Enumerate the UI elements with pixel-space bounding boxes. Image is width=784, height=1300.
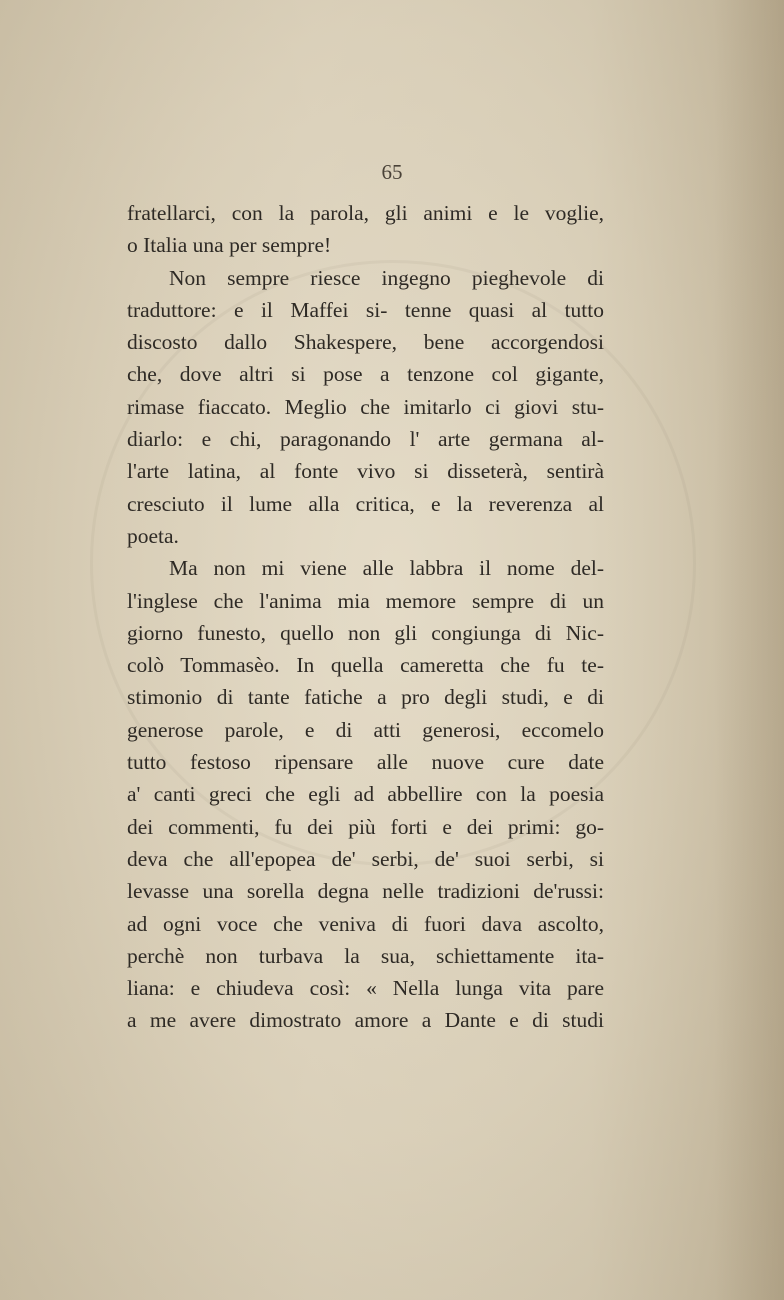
text-line: giorno funesto, quello non gli congiunga di Nic- <box>127 620 604 645</box>
page-number: 65 <box>381 160 403 184</box>
text-line: a me avere dimostrato amore a Dante e di studi <box>127 1008 604 1033</box>
text-line: che, dove altri si pose a tenzone col gigante, <box>127 362 604 387</box>
text-line: fratellarci, con la parola, gli animi e le voglie, <box>127 201 604 225</box>
text-line: l'arte latina, al fonte vivo si disseterà, sentirà <box>127 459 604 484</box>
text-line: ad ogni voce che veniva di fuori dava ascolto, <box>127 911 604 936</box>
text-line: diarlo: e chi, paragonando l' arte germana al- <box>127 427 604 452</box>
text-line: o Italia una per sempre! <box>127 233 332 258</box>
page-edge-shadow <box>714 0 784 1300</box>
text-line: perchè non turbava la sua, schiettamente ita- <box>127 943 604 968</box>
text-line: rimase fiaccato. Meglio che imitarlo ci giovi stu- <box>127 394 604 419</box>
text-line: generose parole, e di atti generosi, eccomelo <box>127 717 604 742</box>
text-line: Non sempre riesce ingegno pieghevole di <box>169 265 604 290</box>
text-line: colò Tommasèo. In quella cameretta che fu te- <box>127 653 604 678</box>
text-line: levasse una sorella degna nelle tradizioni de'russi: <box>127 879 604 904</box>
text-line: Ma non mi viene alle labbra il nome del- <box>169 556 604 581</box>
text-line: deva che all'epopea de' serbi, de' suoi serbi, si <box>127 846 604 871</box>
text-line: l'inglese che l'anima mia memore sempre di un <box>127 588 604 613</box>
text-line: traduttore: e il Maffei si- tenne quasi al tutto <box>127 297 604 322</box>
text-line: cresciuto il lume alla critica, e la reverenza al <box>127 491 604 516</box>
text-line: discosto dallo Shakespere, bene accorgendosi <box>127 330 604 355</box>
text-line: dei commenti, fu dei più forti e dei primi: go- <box>127 814 604 839</box>
body-text <box>127 197 604 1037</box>
text-line: tutto festoso ripensare alle nuove cure date <box>127 750 604 775</box>
text-line: a' canti greci che egli ad abbellire con la poesia <box>127 782 604 807</box>
text-line: liana: e chiudeva così: « Nella lunga vita pare <box>127 976 604 1001</box>
text-line: stimonio di tante fatiche a pro degli studi, e di <box>127 685 604 710</box>
text-line: poeta. <box>127 523 179 548</box>
